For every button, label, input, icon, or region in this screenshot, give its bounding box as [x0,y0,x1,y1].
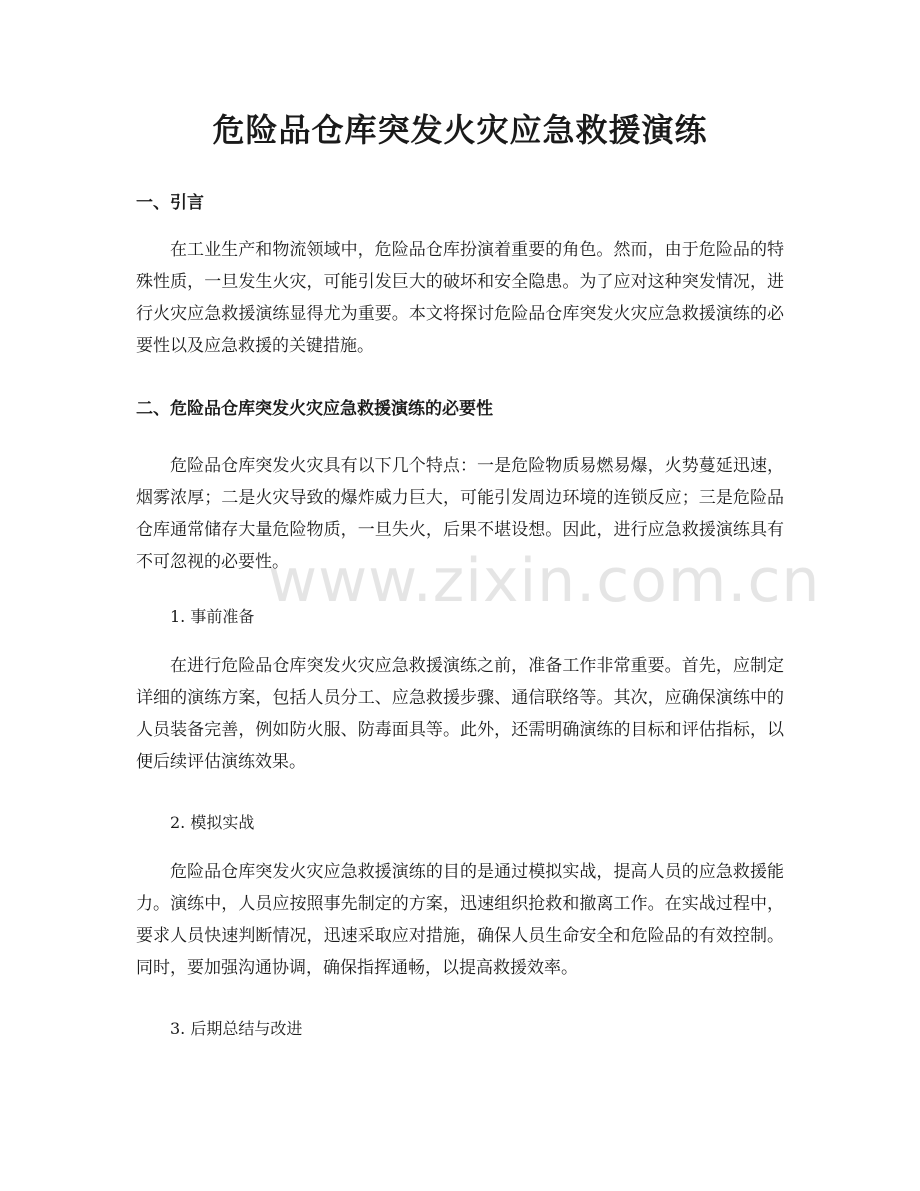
watermark-text: www.zixin.com.cn [268,546,821,616]
subsection-heading-summary: 3. 后期总结与改进 [170,1019,303,1038]
document-title: 危险品仓库突发火灾应急救援演练 [212,111,708,149]
subsection-heading-simulation: 2. 模拟实战 [170,813,255,832]
section-heading-introduction: 一、引言 [136,193,204,213]
paragraph-introduction: 在工业生产和物流领域中，危险品仓库扮演着重要的角色。然而，由于危险品的特殊性质，一旦发生火灾，可能引发巨大的破坏和安全隐患。为了应对这种突发情况，进行火灾应急救援演练显得尤为重要。本文将探讨危险品仓库突发火灾应急救援演练的必要性以及应急救援的关键措施。 [136,240,784,356]
paragraph-simulation: 危险品仓库突发火灾应急救援演练的目的是通过模拟实战，提高人员的应急救援能力。演练中，人员应按照事先制定的方案，迅速组织抢救和撤离工作。在实战过程中，要求人员快速判断情况，迅速采取应对措施，确保人员生命安全和危险品的有效控制。同时，要加强沟通协调，确保指挥通畅，以提高救援效率。 [136,862,784,978]
section-heading-necessity: 二、危险品仓库突发火灾应急救援演练的必要性 [136,399,493,419]
subsection-heading-preparation: 1. 事前准备 [170,607,255,626]
paragraph-preparation: 在进行危险品仓库突发火灾应急救援演练之前，准备工作非常重要。首先，应制定详细的演练方案，包括人员分工、应急救援步骤、通信联络等。其次，应确保演练中的人员装备完善，例如防火服、防毒面具等。此外，还需明确演练的目标和评估指标，以便后续评估演练效果。 [136,656,784,772]
paragraph-necessity: 危险品仓库突发火灾具有以下几个特点：一是危险物质易燃易爆，火势蔓延迅速，烟雾浓厚；二是火灾导致的爆炸威力巨大，可能引发周边环境的连锁反应；三是危险品仓库通常储存大量危险物质，一旦失火，后果不堪设想。因此，进行应急救援演练具有不可忽视的必要性。 [136,456,784,572]
